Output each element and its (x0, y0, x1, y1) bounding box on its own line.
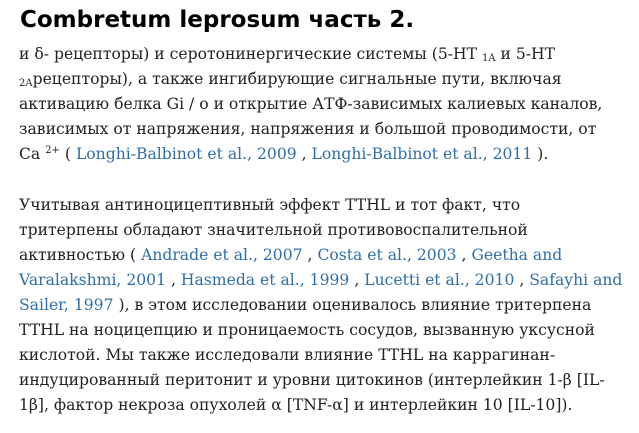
text-line: Sailer, 1997 ), в этом исследовании оценивалось влияние тритерпена (19, 296, 592, 314)
text-line: активностью ( Andrade et al., 2007 , Costa et al., 2003 , Geetha and (19, 246, 563, 264)
subscript: 2A (19, 78, 33, 89)
citation-link[interactable]: Andrade et al., 2007 (141, 246, 303, 264)
citation-link[interactable]: Hasmeda et al., 1999 (180, 271, 350, 289)
citation-link[interactable]: Lucetti et al., 2010 (364, 271, 515, 289)
text-line: зависимых от напряжения, напряжения и большой проводимости, от (19, 120, 597, 138)
citation-link[interactable]: Safayhi and (529, 271, 623, 289)
text-line: Varalakshmi, 2001 , Hasmeda et al., 1999 , Lucetti et al., 2010 , Safayhi and (19, 271, 623, 289)
citation-link[interactable]: Varalakshmi, 2001 (19, 271, 167, 289)
citation-link[interactable]: Costa et al., 2003 (317, 246, 457, 264)
page-title: Combretum leprosum часть 2. (20, 7, 415, 33)
citation-link[interactable]: Longhi-Balbinot et al., 2009 (75, 145, 297, 163)
superscript: 2+ (45, 145, 60, 156)
text-line: Учитывая антиноцицептивный эффект TTHL и тот факт, что (19, 196, 521, 214)
text-line: тритерпены обладают значительной противовоспалительной (19, 221, 528, 239)
text-line: 1β], фактор некроза опухолей α [TNF-α] и интерлейкин 10 [IL-10]). (19, 396, 573, 414)
text-line: активацию белка Gi / o и открытие АТФ-зависимых калиевых каналов, (19, 95, 603, 113)
paragraph-1 (19, 42, 602, 167)
text-line: индуцированный перитонит и уровни цитокинов (интерлейкин 1-β [IL- (19, 371, 605, 389)
text-line: и δ- рецепторы) и серотонинергические системы (5-HT $_{1A}$ и 5-HT (19, 45, 556, 64)
text-line: Ca $^{2+}$ ( Longhi-Balbinot et al., 2009 , Longhi-Balbinot et al., 2011 ). (19, 145, 549, 163)
citation-link[interactable]: Longhi-Balbinot et al., 2011 (311, 145, 533, 163)
text-line: кислотой. Мы также исследовали влияние TTHL на каррагинан- (19, 346, 556, 364)
citation-link[interactable]: Geetha and (471, 246, 563, 264)
subscript: 1A (481, 53, 496, 64)
paragraph-2 (19, 193, 622, 418)
text-line: TTHL на ноцицепцию и проницаемость сосудов, вызванную уксусной (19, 321, 595, 339)
citation-link[interactable]: Sailer, 1997 (19, 296, 114, 314)
text-line: $_{2A}$рецепторы), а также ингибирующие сигнальные пути, включая (19, 70, 562, 89)
